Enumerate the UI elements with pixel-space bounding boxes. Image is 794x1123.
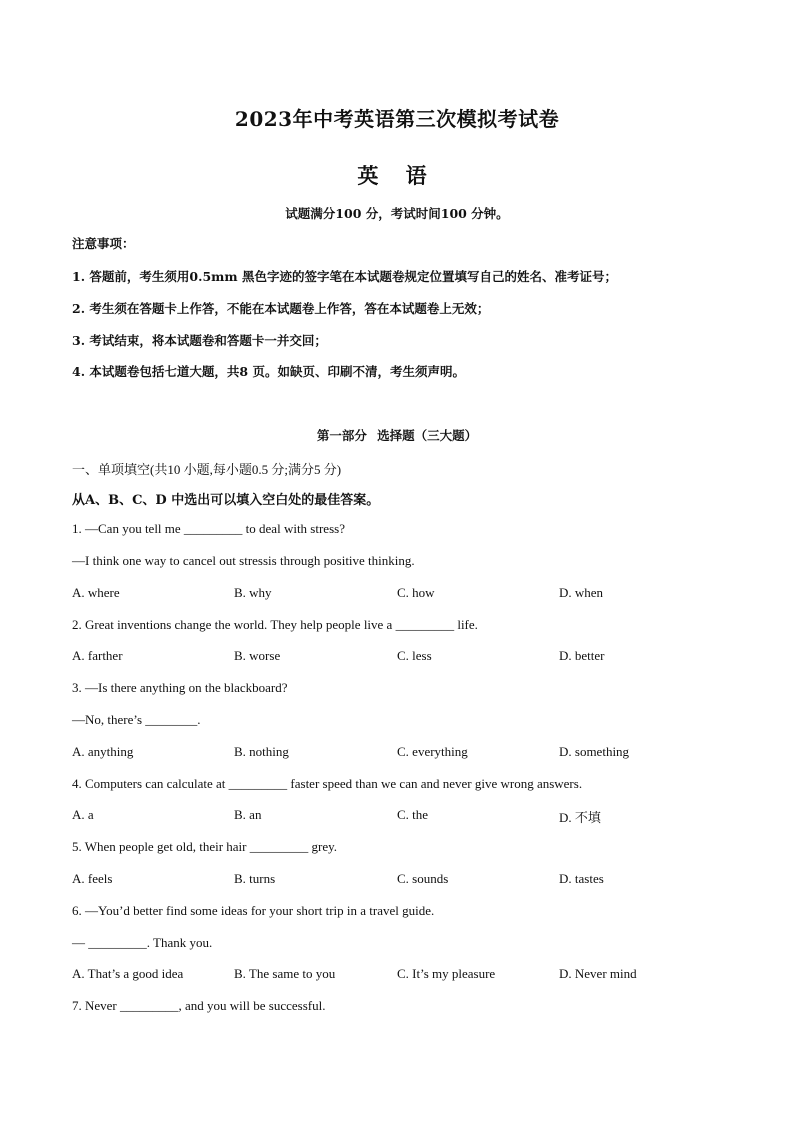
part-title: 第一部分 选择题（三大题）: [316, 428, 478, 443]
option-d: D. something: [559, 744, 630, 759]
question-stem: 6. —You’d better find some ideas for your short trip in a travel guide.: [72, 903, 435, 918]
note-item: 3. 考试结束，将本试题卷和答题卡一并交回；: [72, 333, 327, 348]
option-c: C. It’s my pleasure: [397, 966, 496, 981]
section-instruction: 从A、B、C、D 中选出可以填入空白处的最佳答案。: [72, 493, 380, 508]
option-a: A. feels: [72, 871, 113, 886]
option-d: D. 不填: [559, 810, 601, 825]
note-item: 2. 考生须在答题卡上作答，不能在本试题卷上作答，答在本试题卷上无效；: [72, 301, 490, 316]
question-stem: 2. Great inventions change the world. They help people live a _________ life.: [72, 617, 478, 632]
option-c: C. everything: [397, 744, 468, 759]
option-d: D. Never mind: [559, 966, 637, 981]
option-d: D. when: [559, 585, 604, 600]
option-d: D. better: [559, 648, 605, 663]
question-line: —I think one way to cancel out stressis through positive thinking.: [72, 553, 415, 568]
score-info: 试题满分100 分，考试时间100 分钟。: [285, 206, 509, 221]
option-c: C. less: [397, 648, 432, 663]
option-a: A. where: [72, 585, 120, 600]
question-line: —No, there’s ________.: [72, 712, 201, 727]
option-b: B. turns: [234, 871, 276, 886]
question-stem: 4. Computers can calculate at _________ faster speed than we can and never give wrong answers.: [72, 776, 583, 791]
option-a: A. a: [72, 807, 94, 822]
option-b: B. The same to you: [234, 966, 336, 981]
option-a: A. farther: [72, 648, 123, 663]
question-stem: 7. Never _________, and you will be successful.: [72, 998, 326, 1013]
option-b: B. worse: [234, 648, 281, 663]
option-b: B. an: [234, 807, 262, 822]
option-c: C. sounds: [397, 871, 449, 886]
subject-heading: 英 语: [357, 163, 437, 188]
question-stem: 1. —Can you tell me _________ to deal with stress?: [72, 521, 345, 536]
option-b: B. why: [234, 585, 272, 600]
note-item: 1. 答题前，考生须用0.5mm 黑色字迹的签字笔在本试题卷规定位置填写自己的姓名、准考证号；: [72, 269, 617, 284]
exam-title: 2023年中考英语第三次模拟考试卷: [234, 107, 560, 131]
option-c: C. how: [397, 585, 435, 600]
option-a: A. anything: [72, 744, 134, 759]
question-stem: 3. —Is there anything on the blackboard?: [72, 680, 288, 695]
section-title: 一、单项填空(共10 小题,每小题0.5 分;满分5 分): [72, 462, 342, 477]
option-b: B. nothing: [234, 744, 289, 759]
note-item: 4. 本试题卷包括七道大题，共8 页。如缺页、印刷不清，考生须声明。: [72, 364, 465, 379]
question-stem: 5. When people get old, their hair _________ grey.: [72, 839, 337, 854]
option-d: D. tastes: [559, 871, 604, 886]
question-line: — _________. Thank you.: [72, 935, 213, 950]
notes-heading: 注意事项：: [72, 236, 135, 251]
option-a: A. That’s a good idea: [72, 966, 184, 981]
option-c: C. the: [397, 807, 429, 822]
